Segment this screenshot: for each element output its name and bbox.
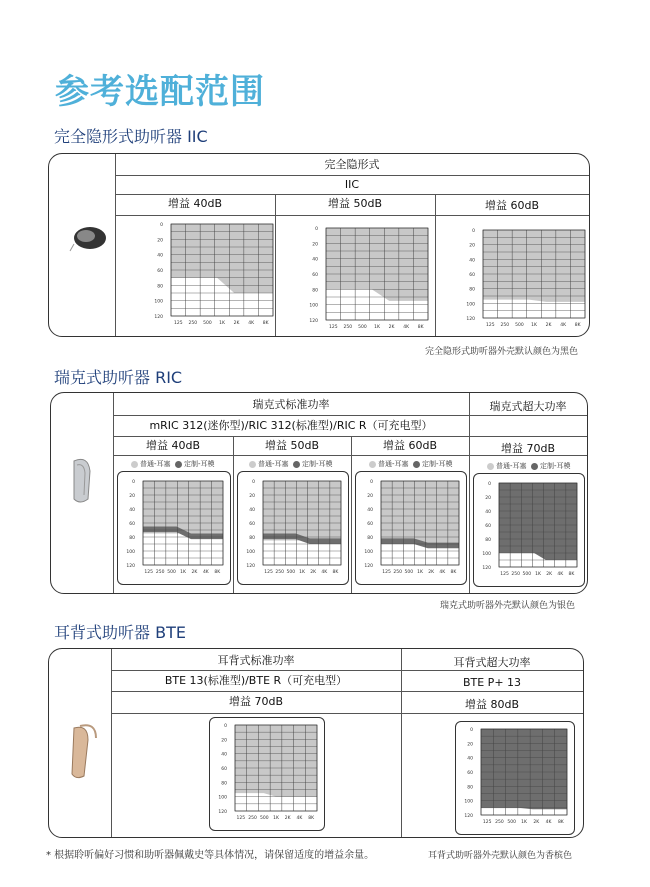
bte-super-power-header: 耳背式超大功率 [453,656,531,669]
y-tick-label: 20 [485,496,491,501]
x-tick-label: 8K [574,323,581,328]
y-tick-label: 0 [315,227,318,232]
ric-audiogram-70 [475,477,581,583]
x-tick-label: 250 [275,570,285,575]
iic-audiogram-50 [302,222,432,336]
x-tick-label: 500 [203,321,212,326]
x-tick-label: 125 [500,572,509,577]
range-area-light [171,224,273,293]
x-tick-label: 500 [358,325,367,330]
x-tick-label: 500 [522,572,532,577]
x-tick-label: 2K [545,323,552,328]
x-tick-label: 2K [388,325,395,330]
range-area-light [483,230,585,302]
x-tick-label: 4K [545,820,552,825]
y-tick-label: 0 [472,229,475,234]
x-tick-label: 1K [180,570,186,575]
y-tick-label: 80 [367,536,373,541]
x-tick-label: 250 [500,323,510,328]
x-tick-label: 125 [485,323,495,328]
x-tick-label: 250 [393,570,403,575]
y-tick-label: 80 [221,781,227,787]
x-tick-label: 125 [328,325,338,330]
ric-gain-70: 增益 70dB [500,442,556,455]
bte-gain-80: 增益 80dB [464,698,520,711]
y-tick-label: 20 [221,738,227,744]
bte-audiogram-80 [457,723,571,831]
bte-super-models: BTE P+ 13 [462,676,522,689]
y-tick-label: 80 [249,536,255,541]
x-tick-label: 125 [482,820,492,825]
y-tick-label: 100 [464,799,473,805]
x-tick-label: 4K [403,325,410,330]
x-tick-label: 500 [286,570,296,575]
ric-device-image [64,455,100,505]
iic-type-header: 完全隐形式 [324,158,380,171]
y-tick-label: 60 [221,767,227,772]
x-tick-label: 8K [568,572,575,577]
x-tick-label: 1K [219,321,225,326]
y-tick-label: 40 [249,508,255,513]
x-tick-label: 2K [533,820,540,825]
y-tick-label: 120 [482,566,491,571]
y-tick-label: 60 [467,771,473,776]
x-tick-label: 125 [382,570,391,575]
ric-gain-60: 增益 60dB [382,439,438,452]
y-tick-label: 60 [469,273,475,278]
x-tick-label: 125 [144,570,154,575]
range-area-light [263,481,341,541]
ric-audiogram-50 [239,475,345,581]
y-tick-label: 0 [370,480,373,485]
bte-heading: 耳背式助听器 BTE [54,623,186,642]
x-tick-label: 4K [248,321,255,326]
y-tick-label: 40 [367,508,373,513]
x-tick-label: 1K [417,570,423,575]
ric-models: mRIC 312(迷你型)/RIC 312(标准型)/RIC R（可充电型） [149,419,433,432]
y-tick-label: 80 [312,288,318,294]
x-tick-label: 1K [299,570,305,575]
y-tick-label: 40 [312,257,318,263]
x-tick-label: 1K [531,323,537,328]
bte-table [48,648,584,838]
x-tick-label: 250 [155,570,165,575]
x-tick-label: 500 [507,820,517,825]
y-tick-label: 0 [160,223,163,228]
y-tick-label: 40 [469,258,475,264]
y-tick-label: 120 [466,317,475,322]
x-tick-label: 500 [404,570,414,575]
range-area-dark [481,729,567,809]
x-tick-label: 8K [450,570,457,575]
y-tick-label: 120 [364,564,373,569]
x-tick-label: 4K [560,323,567,328]
y-tick-label: 100 [246,550,255,555]
y-tick-label: 80 [485,538,491,543]
iic-gain-40: 增益 40dB [167,197,223,210]
y-tick-label: 100 [466,302,475,308]
bte-audiogram-70 [211,719,321,827]
x-tick-label: 8K [214,570,221,575]
y-tick-label: 100 [309,303,318,309]
ric-heading: 瑞克式助听器 RIC [54,368,183,387]
x-tick-label: 8K [417,325,424,330]
y-tick-label: 120 [126,564,135,569]
iic-table [48,153,590,337]
y-tick-label: 40 [485,510,491,515]
y-tick-label: 0 [252,480,255,485]
x-tick-label: 8K [332,570,339,575]
x-tick-label: 125 [264,570,273,575]
x-tick-label: 2K [546,572,553,577]
y-tick-label: 20 [157,238,163,244]
y-tick-label: 120 [218,810,227,815]
y-tick-label: 60 [157,269,163,274]
x-tick-label: 4K [557,572,564,577]
y-tick-label: 40 [221,752,227,758]
ric-super-power-header: 瑞克式超大功率 [489,400,567,413]
y-tick-label: 60 [485,524,491,529]
y-tick-label: 60 [312,273,318,278]
ric-gain-40: 增益 40dB [145,439,201,452]
x-tick-label: 8K [557,820,564,825]
iic-device-image [68,224,108,254]
y-tick-label: 20 [129,494,135,499]
ric-legend-70: 普通-耳塞 定制-耳模 [487,461,571,471]
y-tick-label: 120 [154,315,163,320]
x-tick-label: 1K [535,572,541,577]
ric-audiogram-60 [357,475,463,581]
bte-device-image [60,720,100,782]
x-tick-label: 125 [173,321,183,326]
y-tick-label: 60 [367,522,373,527]
y-tick-label: 20 [467,742,473,748]
y-tick-label: 120 [309,319,318,324]
y-tick-label: 80 [157,284,163,290]
bte-note: 耳背式助听器外壳默认颜色为香槟色 [428,851,573,861]
page-title: 参考选配范围 [55,72,265,112]
iic-gain-60: 增益 60dB [484,199,540,212]
x-tick-label: 250 [495,820,504,825]
x-tick-label: 4K [439,570,446,575]
y-tick-label: 40 [157,253,163,259]
x-tick-label: 4K [202,570,209,575]
y-tick-label: 20 [367,494,373,499]
iic-heading: 完全隐形式助听器 IIC [54,127,208,146]
iic-note: 完全隐形式助听器外壳默认颜色为黑色 [425,347,579,357]
y-tick-label: 100 [364,550,373,555]
y-tick-label: 0 [132,480,135,485]
range-area-dark [499,483,577,560]
ric-table [50,392,588,594]
ric-note: 瑞克式助听器外壳默认颜色为银色 [440,601,576,611]
iic-gain-50: 增益 50dB [327,197,383,210]
ric-legend-50: 普通-耳塞 定制-耳模 [249,459,333,469]
ric-std-power-header: 瑞克式标准功率 [252,398,330,411]
y-tick-label: 100 [482,552,491,557]
ric-audiogram-40 [119,475,227,581]
x-tick-label: 4K [296,816,303,821]
y-tick-label: 0 [224,724,227,729]
x-tick-label: 500 [259,816,269,821]
ric-legend-40: 普通-耳塞 定制-耳模 [131,459,215,469]
y-tick-label: 80 [129,536,135,541]
x-tick-label: 250 [188,321,198,326]
x-tick-label: 250 [343,325,353,330]
x-tick-label: 2K [191,570,198,575]
y-tick-label: 0 [488,482,491,487]
y-tick-label: 120 [464,814,473,819]
x-tick-label: 1K [521,820,527,825]
range-area-light [381,481,459,544]
y-tick-label: 100 [154,299,163,305]
y-tick-label: 80 [467,785,473,791]
x-tick-label: 250 [511,572,521,577]
x-tick-label: 500 [167,570,176,575]
x-tick-label: 2K [310,570,317,575]
ric-gain-50: 增益 50dB [264,439,320,452]
y-tick-label: 40 [129,508,135,513]
bte-std-models: BTE 13(标准型)/BTE R（可充电型） [164,674,348,687]
range-area-light [143,481,223,534]
x-tick-label: 2K [233,321,240,326]
y-tick-label: 0 [470,728,473,733]
y-tick-label: 80 [469,287,475,293]
x-tick-label: 500 [515,323,524,328]
y-tick-label: 60 [129,522,135,527]
range-area-light [326,228,428,301]
y-tick-label: 120 [246,564,255,569]
x-tick-label: 4K [321,570,328,575]
bte-std-power-header: 耳背式标准功率 [217,654,295,667]
bte-gain-70: 增益 70dB [228,695,284,708]
y-tick-label: 40 [467,756,473,762]
y-tick-label: 20 [469,243,475,249]
x-tick-label: 8K [262,321,269,326]
iic-audiogram-40 [147,218,277,332]
x-tick-label: 125 [236,816,246,821]
y-tick-label: 60 [249,522,255,527]
ric-legend-60: 普通-耳塞 定制-耳模 [369,459,453,469]
y-tick-label: 100 [218,795,227,801]
y-tick-label: 20 [249,494,255,499]
x-tick-label: 2K [428,570,435,575]
x-tick-label: 1K [374,325,380,330]
y-tick-label: 100 [126,550,135,555]
x-tick-label: 8K [308,816,315,821]
x-tick-label: 250 [248,816,257,821]
footnote: * 根据聆听偏好习惯和助听器佩戴史等具体情况，请保留适度的增益余量。 [46,850,375,861]
iic-audiogram-60 [459,224,589,334]
x-tick-label: 1K [273,816,279,821]
y-tick-label: 20 [312,242,318,248]
x-tick-label: 2K [284,816,291,821]
iic-model-header: IIC [344,178,360,191]
